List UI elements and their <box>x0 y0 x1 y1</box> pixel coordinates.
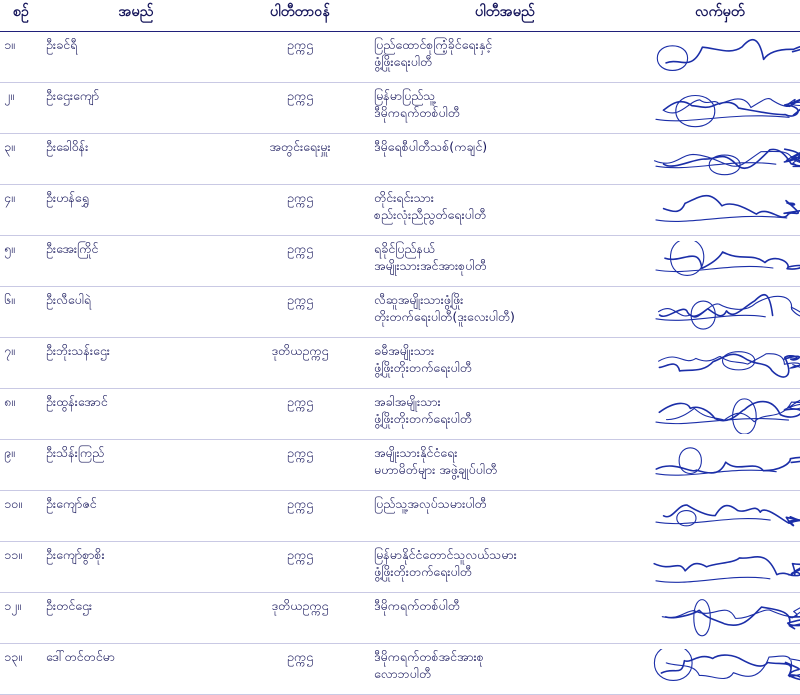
signature-aye-kyaing <box>644 241 800 281</box>
party-role: ဒုတိယဥက္ကဌ <box>230 338 370 389</box>
member-name: ဦးထွန်းအောင် <box>42 389 230 440</box>
signature-cell <box>640 542 800 593</box>
row-number: ၁။ <box>0 32 42 83</box>
party-name-line: အခါအမျိုးသား <box>374 394 441 409</box>
signature-cell <box>640 32 800 83</box>
row-number: ၁၁။ <box>0 542 42 593</box>
party-name <box>370 236 640 287</box>
party-role: ဥက္ကဌ <box>230 83 370 134</box>
party-name-line: မြန်မာနိုင်ငံတောင်သူလယ်သမား <box>374 547 517 562</box>
party-role: ဥက္ကဌ <box>230 389 370 440</box>
row-number: ၄။ <box>0 185 42 236</box>
member-name: ဦးတင်ဌေး <box>42 593 230 644</box>
party-role: ဒုတိယဥက္ကဌ <box>230 593 370 644</box>
column-header-signature: လက်မှတ် <box>640 0 800 32</box>
column-header-rank: ပါတီတာဝန် <box>230 0 370 32</box>
party-name-line: မဟာမိတ်များ အဖွဲ့ချုပ်ပါတီ <box>374 461 498 477</box>
party-role: ဥက္ကဌ <box>230 236 370 287</box>
signature-cell <box>640 236 800 287</box>
row-number: ၇။ <box>0 338 42 389</box>
party-name <box>370 338 640 389</box>
party-name-line: အမျိုးသားအင်အားစုပါတီ <box>374 257 487 273</box>
table-row <box>0 338 800 389</box>
party-name-line: ဖွံ့ဖြိုးတိုးတက်ရေးပါတီ <box>374 563 472 579</box>
party-role: ဥက္ကဌ <box>230 644 370 695</box>
member-name: ဦးဟန်ရွှေ <box>42 185 230 236</box>
signature-thein-kyi <box>644 445 800 485</box>
party-name <box>370 83 640 134</box>
party-name-line: လီဆူအမျိုးသားဖွံ့ဖြိုး <box>374 292 464 307</box>
table-header-row <box>0 0 800 32</box>
signature-cell <box>640 644 800 695</box>
party-name-line: ဒီမိုကရက်တစ်ပါတီ <box>374 104 460 120</box>
table-row <box>0 542 800 593</box>
signature-tun-aung <box>644 394 800 434</box>
party-name-line: တိုးတက်ရေးပါတီ(ဒူးလေးပါတီ) <box>374 308 515 324</box>
table-row <box>0 185 800 236</box>
member-name: ဦးလီပေါရဲ <box>42 287 230 338</box>
signature-khaw-wein <box>644 139 800 179</box>
signature-cell <box>640 134 800 185</box>
party-name-line: ဒီမိုကရက်တစ်ပါတီ <box>374 598 460 613</box>
column-header-no: စဉ် <box>0 0 42 32</box>
signature-cell <box>640 440 800 491</box>
table-row <box>0 287 800 338</box>
party-role: အတွင်းရေးမှူး <box>230 134 370 185</box>
signature-cell <box>640 338 800 389</box>
party-role: ဥက္ကဌ <box>230 32 370 83</box>
column-header-name: အမည် <box>42 0 230 32</box>
party-name-line: အမျိုးသားနိုင်ငံရေး <box>374 445 458 460</box>
party-name-line: ပြည်သူ့အလုပ်သမားပါတီ <box>374 496 487 511</box>
row-number: ၈။ <box>0 389 42 440</box>
member-name: ဦးဌေးကျော် <box>42 83 230 134</box>
member-name: ဦးခေါဝိန်း <box>42 134 230 185</box>
member-name: ဦးအေးကြိုင် <box>42 236 230 287</box>
table-row <box>0 236 800 287</box>
signature-tin-tin-ma <box>644 649 800 689</box>
party-name-line: ဖွံ့ဖြိုးရေးပါတီ <box>374 53 433 69</box>
table-row <box>0 83 800 134</box>
row-number: ၁၃။ <box>0 644 42 695</box>
party-name <box>370 185 640 236</box>
party-name <box>370 491 640 542</box>
party-name-line: စည်းလုံးညီညွတ်ရေးပါတီ <box>374 206 487 222</box>
table-row <box>0 644 800 695</box>
signature-khin-yi <box>644 37 800 77</box>
signature-kyaw-swa-soe <box>644 547 800 587</box>
column-header-party: ပါတီအမည် <box>370 0 640 32</box>
party-name-line: ပြည်ထောင်စုကြံ့ခိုင်ရေးနှင့် <box>374 37 493 52</box>
row-number: ၉။ <box>0 440 42 491</box>
signature-han-shwe <box>644 190 800 230</box>
table-row <box>0 440 800 491</box>
party-name <box>370 593 640 644</box>
table-body <box>0 32 800 695</box>
party-role: ဥက္ကဌ <box>230 440 370 491</box>
signature-cell <box>640 287 800 338</box>
table-row <box>0 491 800 542</box>
party-name-line: ဖွံ့ဖြိုးတိုးတက်ရေးပါတီ <box>374 359 472 375</box>
member-name: ဦးကျော်ဇင် <box>42 491 230 542</box>
party-name <box>370 389 640 440</box>
row-number: ၃။ <box>0 134 42 185</box>
member-name: ဒေါ်တင်တင်မာ <box>42 644 230 695</box>
party-role: ဥက္ကဌ <box>230 287 370 338</box>
signature-htay-kyaw <box>644 88 800 128</box>
signature-cell <box>640 83 800 134</box>
signature-tin-htay <box>644 598 800 638</box>
party-role: ဥက္ကဌ <box>230 542 370 593</box>
signature-cell <box>640 491 800 542</box>
member-name: ဦးဘိုးသန်းဌေး <box>42 338 230 389</box>
party-name-line: ဖွံ့ဖြိုးတိုးတက်ရေးပါတီ <box>374 410 472 426</box>
table-row <box>0 134 800 185</box>
row-number: ၂။ <box>0 83 42 134</box>
signature-cell <box>640 593 800 644</box>
party-name-line: လောဘပါတီ <box>374 665 432 681</box>
row-number: ၅။ <box>0 236 42 287</box>
party-name-line: ခမီအမျိုးသား <box>374 343 435 358</box>
row-number: ၁၂။ <box>0 593 42 644</box>
party-name-line: ဒီမိုရေစီပါတီသစ်(ကချင်) <box>374 139 488 154</box>
row-number: ၁၀။ <box>0 491 42 542</box>
table-row <box>0 389 800 440</box>
member-name: ဦးခင်ရီ <box>42 32 230 83</box>
party-name-line: ဒီမိုကရက်တစ်အင်အားစု <box>374 649 484 664</box>
table-row <box>0 32 800 83</box>
row-number: ၆။ <box>0 287 42 338</box>
party-name <box>370 644 640 695</box>
party-role: ဥက္ကဌ <box>230 491 370 542</box>
signature-cell <box>640 185 800 236</box>
party-name-line: ရခိုင်ပြည်နယ် <box>374 241 436 256</box>
party-name <box>370 287 640 338</box>
signature-bo-than-htay <box>644 343 800 383</box>
party-name <box>370 440 640 491</box>
signature-cell <box>640 389 800 440</box>
party-name <box>370 134 640 185</box>
party-role: ဥက္ကဌ <box>230 185 370 236</box>
party-name <box>370 32 640 83</box>
party-name <box>370 542 640 593</box>
table-row <box>0 593 800 644</box>
party-name-line: မြန်မာပြည်သူ့ <box>374 88 436 103</box>
member-name: ဦးကျော်စွာစိုး <box>42 542 230 593</box>
party-name-line: တိုင်းရင်းသား <box>374 190 434 205</box>
signature-kyaw-zin <box>644 496 800 536</box>
signature-li-paw-ye <box>644 292 800 332</box>
member-name: ဦးသိန်းကြည် <box>42 440 230 491</box>
